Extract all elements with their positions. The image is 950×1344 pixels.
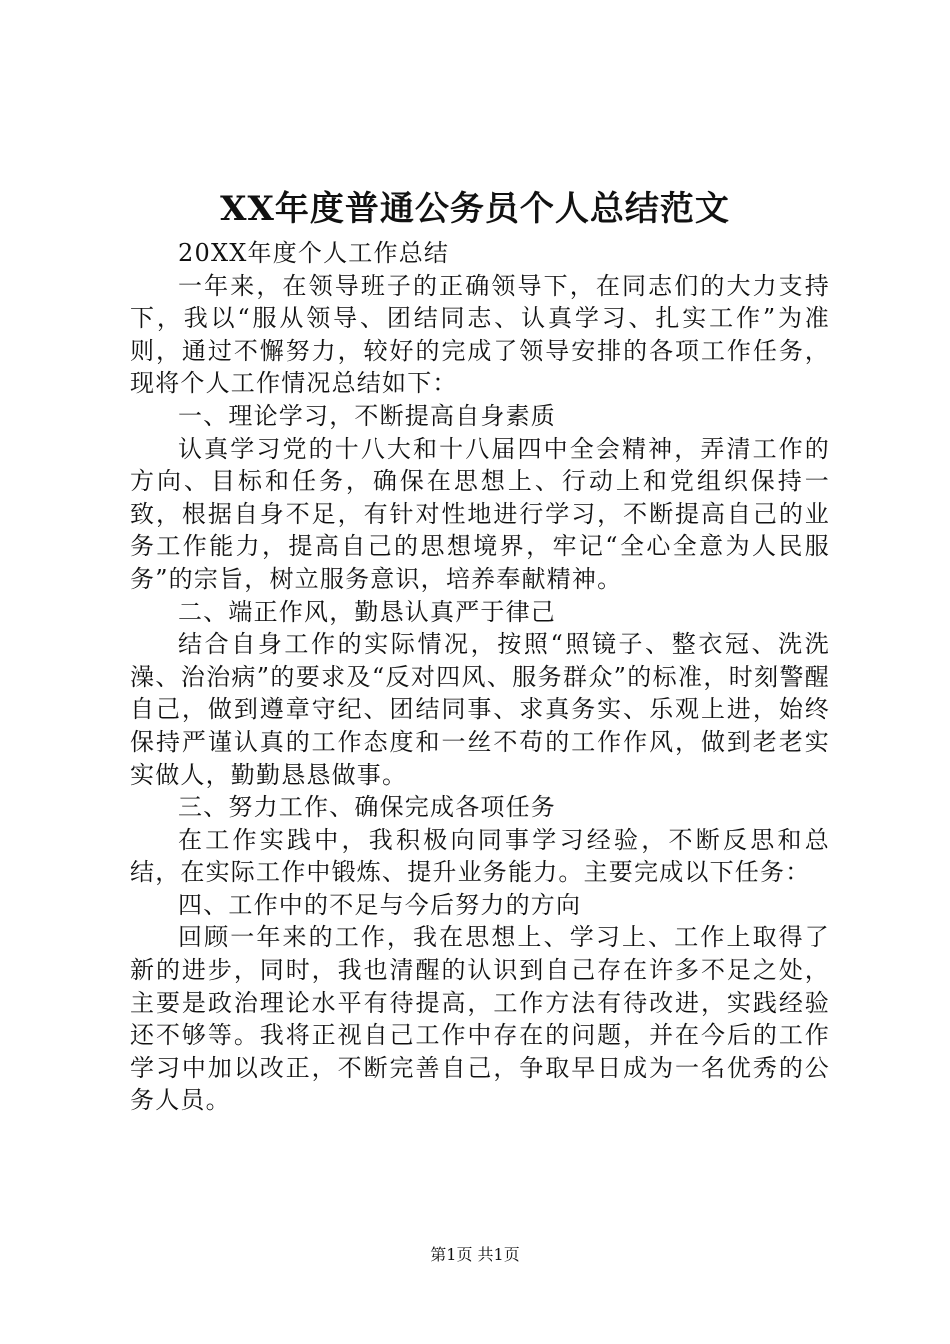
section-heading-4: 四、工作中的不足与今后努力的方向 bbox=[178, 890, 582, 919]
section-body-4: 回顾一年来的工作，我在思想上、学习上、工作上取得了新的进步，同时，我也清醒的认识到自己存在许多不足之处，主要是政治理论水平有待提高，工作方法有待改进，实践经验还不够等。我将正视自己工作中存在的问题，并在今后的工作学习中加以改正，不断完善自己，争取早日成为一名优秀的公务人员。 bbox=[130, 923, 830, 1115]
section-heading-1: 一、理论学习，不断提高自身素质 bbox=[178, 401, 556, 430]
document-title: XX年度普通公务员个人总结范文 bbox=[220, 189, 730, 229]
section-heading-3: 三、努力工作、确保完成各项任务 bbox=[178, 793, 556, 822]
intro-paragraph: 一年来，在领导班子的正确领导下，在同志们的大力支持下，我以“服从领导、团结同志、认真学习、扎实工作”为准则，通过不懈努力，较好的完成了领导安排的各项工作任务，现将个人工作情况总结如下： bbox=[130, 271, 830, 398]
section-heading-2: 二、端正作风，勤恳认真严于律己 bbox=[178, 597, 556, 626]
section-body-2: 结合自身工作的实际情况，按照“照镜子、整衣冠、洗洗澡、治治病”的要求及“反对四风、服务群众”的标准，时刻警醒自己，做到遵章守纪、团结同事、求真务实、乐观上进，始终保持严谨认真的工作态度和一丝不苟的工作作风，做到老老实实做人，勤勤恳恳做事。 bbox=[130, 630, 830, 789]
subtitle-paragraph: 20XX年度个人工作总结 bbox=[178, 239, 450, 267]
section-body-3: 在工作实践中，我积极向同事学习经验，不断反思和总结，在实际工作中锻炼、提升业务能力。主要完成以下任务： bbox=[130, 825, 830, 887]
page-footer: 第1页 共1页 bbox=[430, 1245, 520, 1264]
section-body-1: 认真学习党的十八大和十八届四中全会精神，弄清工作的方向、目标和任务，确保在思想上、行动上和党组织保持一致，根据自身不足，有针对性地进行学习，不断提高自己的业务工作能力，提高自己的思想境界，牢记“全心全意为人民服务”的宗旨，树立服务意识，培养奉献精神。 bbox=[130, 434, 830, 593]
document-body bbox=[130, 237, 830, 1117]
